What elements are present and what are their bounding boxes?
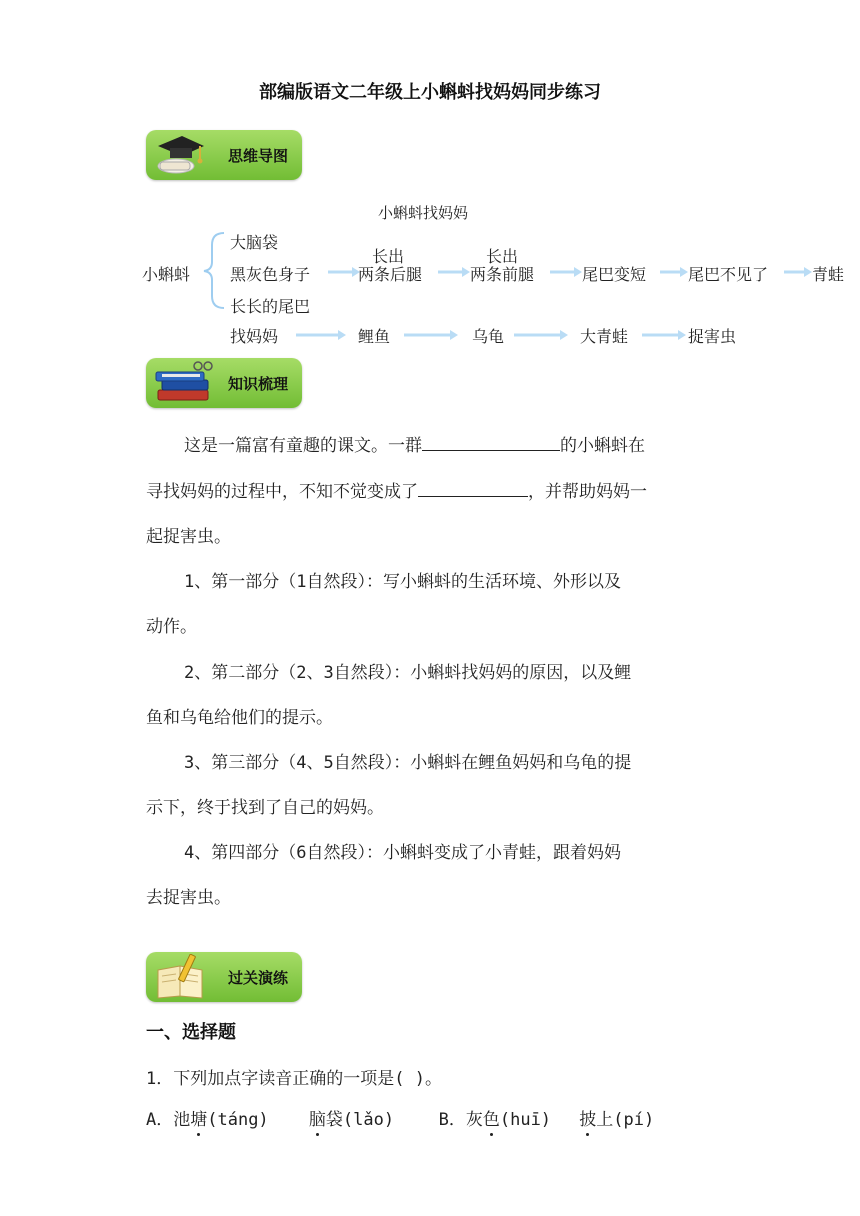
chain-item: 捉害虫 (688, 327, 737, 346)
section-label: 思维导图 (227, 147, 288, 165)
part-line: 2、第二部分（2、3自然段）：小蝌蚪找妈妈的原因，以及鲤 (184, 663, 632, 683)
pinyin: (táng) (207, 1110, 269, 1130)
stage-note: 长出 (372, 247, 405, 266)
section-badge-knowledge (146, 358, 302, 408)
intro-text: 的小蝌蚪在 (560, 436, 645, 456)
part-line: 1、第一部分（1自然段）：写小蝌蚪的生活环境、外形以及 (184, 572, 621, 592)
intro-line-1 (184, 431, 645, 456)
part-line: 动作。 (146, 617, 197, 637)
part-line: 鱼和乌龟给他们的提示。 (146, 708, 333, 728)
mind-map-caption: 小蝌蚪找妈妈 (378, 204, 469, 222)
pinyin: (lǎo) (342, 1110, 395, 1130)
dotted-char: 披 (579, 1110, 597, 1130)
stage-item: 两条前腿 (470, 265, 535, 284)
section-label: 知识梳理 (227, 375, 288, 393)
document-title: 部编版语文二年级上小蝌蚪找妈妈同步练习 (259, 82, 601, 103)
chain-item: 找妈妈 (230, 327, 279, 346)
intro-line-2 (146, 477, 647, 502)
intro-line-3: 起捉害虫。 (146, 527, 231, 547)
question-section-heading: 一、选择题 (146, 1022, 236, 1043)
part-line: 去捉害虫。 (146, 888, 231, 908)
option-label: B． (438, 1110, 466, 1130)
option-a[interactable] (146, 1110, 404, 1130)
option-b[interactable] (439, 1110, 655, 1130)
stage-item: 尾巴变短 (582, 265, 647, 284)
intro-text: 这是一篇富有童趣的课文。一群 (184, 436, 422, 456)
stage-item: 青蛙 (812, 265, 845, 284)
pinyin: (huī) (499, 1110, 552, 1130)
option-char: 灰 (465, 1110, 483, 1130)
feature-item: 长长的尾巴 (230, 297, 311, 316)
books-icon (154, 360, 214, 410)
part-line: 3、第三部分（4、5自然段）：小蝌蚪在鲤鱼妈妈和乌龟的提 (184, 753, 632, 773)
section-badge-practice (146, 952, 302, 1002)
mind-map-root: 小蝌蚪 (142, 265, 191, 284)
intro-text: 寻找妈妈的过程中，不知不觉变成了 (146, 482, 418, 502)
dotted-char: 色 (482, 1110, 500, 1130)
notebook-pencil-icon (154, 954, 208, 1004)
option-char: 袋 (325, 1110, 343, 1130)
dotted-char: 脑 (308, 1110, 326, 1130)
dotted-char: 塘 (190, 1110, 208, 1130)
part-line: 4、第四部分（6自然段）：小蝌蚪变成了小青蛙，跟着妈妈 (184, 843, 621, 863)
stage-note: 长出 (486, 247, 519, 266)
option-char: 池 (173, 1110, 191, 1130)
intro-text: ，并帮助妈妈一 (528, 482, 647, 502)
chain-item: 乌龟 (472, 327, 505, 346)
pinyin: (pí) (613, 1110, 655, 1130)
stage-item: 尾巴不见了 (688, 265, 769, 284)
stage-item: 两条后腿 (358, 265, 423, 284)
feature-item: 黑灰色身子 (230, 265, 311, 284)
fill-blank (418, 478, 528, 497)
chain-item: 大青蛙 (580, 327, 629, 346)
option-label: A． (146, 1110, 174, 1130)
fill-blank (422, 432, 560, 451)
section-label: 过关演练 (227, 969, 288, 987)
option-char: 上 (596, 1110, 614, 1130)
question-text: 1．下列加点字读音正确的一项是( )。 (146, 1069, 442, 1089)
part-line: 示下，终于找到了自己的妈妈。 (146, 798, 384, 818)
mind-map-connectors (0, 0, 860, 360)
feature-item: 大脑袋 (230, 233, 279, 252)
chain-item: 鲤鱼 (358, 327, 391, 346)
answer-options (146, 1105, 654, 1130)
